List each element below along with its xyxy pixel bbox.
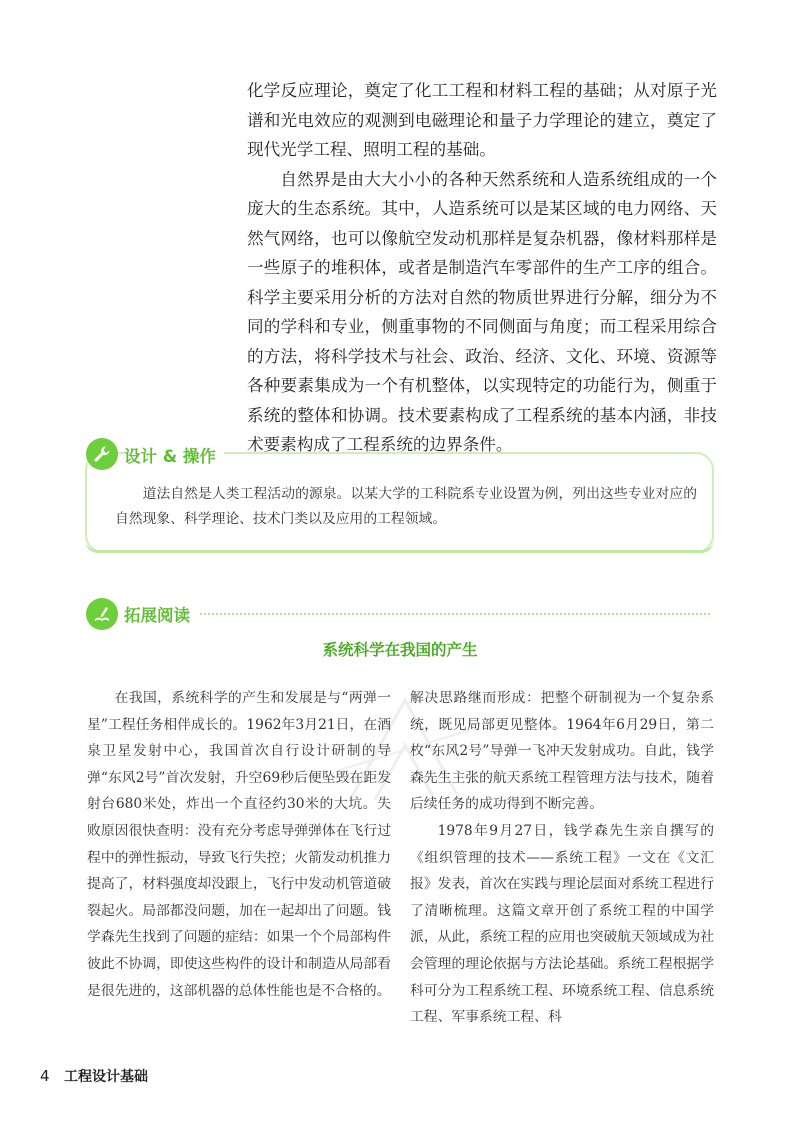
paragraph-natural-systems: 自然界是由大大小小的各种天然系统和人造系统组成的一个庞大的生态系统。其中，人造系统可以是某区域的电力网络、天然气网络，也可以像航空发动机那样是复杂机器，像材料那样是一些原子的堆积体，或者是制造汽车零部件的生产工序的组合。科学主要采用分析的方法对自然的物质世界进行分解，细分为不同的学科和专业，侧重事物的不同侧面与角度；而工程采用综合的方法，将科学技术与社会、政治、经济、文化、环境、资源等各种要素集成为一个有机整体，以实现特定的功能行为，侧重于系统的整体和协调。技术要素构成了工程系统的基本内涵，非技术要素构成了工程系统的边界条件。	[247, 169, 717, 454]
design-operation-text	[115, 482, 697, 532]
page-number: 4	[40, 1067, 50, 1085]
reading-left-column	[87, 685, 391, 1004]
reading-paragraph-2: 1978年9月27日，钱学森先生亲自撰写的《组织管理的技术——系统工程》一文在《文汇报》发表，首次在实践与理论层面对系统工程进行了清晰梳理。这篇文章开创了系统工程的中国学派，从此，系统工程的应用也突破航天领域成为社会管理的理论依据与方法论基础。系统工程根据学科可分为工程系统工程、环境系统工程、信息系统工程、军事系统工程、科	[410, 822, 714, 1026]
design-operation-title: 设计 & 操作	[124, 443, 224, 467]
reading-paragraph-1: 在我国，系统科学的产生和发展是与“两弹一星”工程任务相伴成长的。1962年3月21日，在酒泉卫星发射中心，我国首次自行设计研制的导弹“东风2号”首次发射，升空69秒后便坠毁在距发射台680米处，炸出一个直径约30米的大坑。失败原因很快查明：没有充分考虑导弹弹体在飞行过程中的弹性振动，导致飞行失控；火箭发动机推力提高了，材料强度却没跟上，飞行中发动机管道破裂起火。局部都没问题，加在一起却出了问题。钱学森先生找到了问题的症结：如果一个个局部构件彼此不协调，即使这些构件的设计和制造从局部看是很先进的，这部机器的总体性能也是不合格的。	[87, 690, 391, 999]
extended-reading-label: 拓展阅读	[124, 606, 190, 625]
page-footer	[40, 1066, 148, 1086]
wrench-icon	[86, 438, 118, 470]
reading-paragraph-1-continued: 解决思路继而形成：把整个研制视为一个复杂系统，既见局部更见整体。1964年6月29日，第二枚“东风2号”导弹一飞冲天发射成功。自此，钱学森先生主张的航天系统工程管理方法与技术，随着后续任务的成功得到不断完善。	[410, 690, 714, 813]
pencil-book-icon	[86, 598, 118, 630]
paragraph-optics: 化学反应理论，奠定了化工工程和材料工程的基础；从对原子光谱和光电效应的观测到电磁理论和量子力学理论的建立，奠定了现代光学工程、照明工程的基础。	[247, 81, 717, 159]
design-operation-paragraph: 道法自然是人类工程活动的源泉。以某大学的工科院系专业设置为例，列出这些专业对应的自然现象、科学理论、技术门类以及应用的工程领域。	[115, 486, 697, 527]
main-body-text	[247, 76, 717, 460]
article-title: 系统科学在我国的产生	[322, 641, 478, 659]
dotted-divider	[200, 613, 710, 615]
reading-right-column	[410, 685, 714, 1031]
book-title: 工程设计基础	[64, 1069, 148, 1085]
